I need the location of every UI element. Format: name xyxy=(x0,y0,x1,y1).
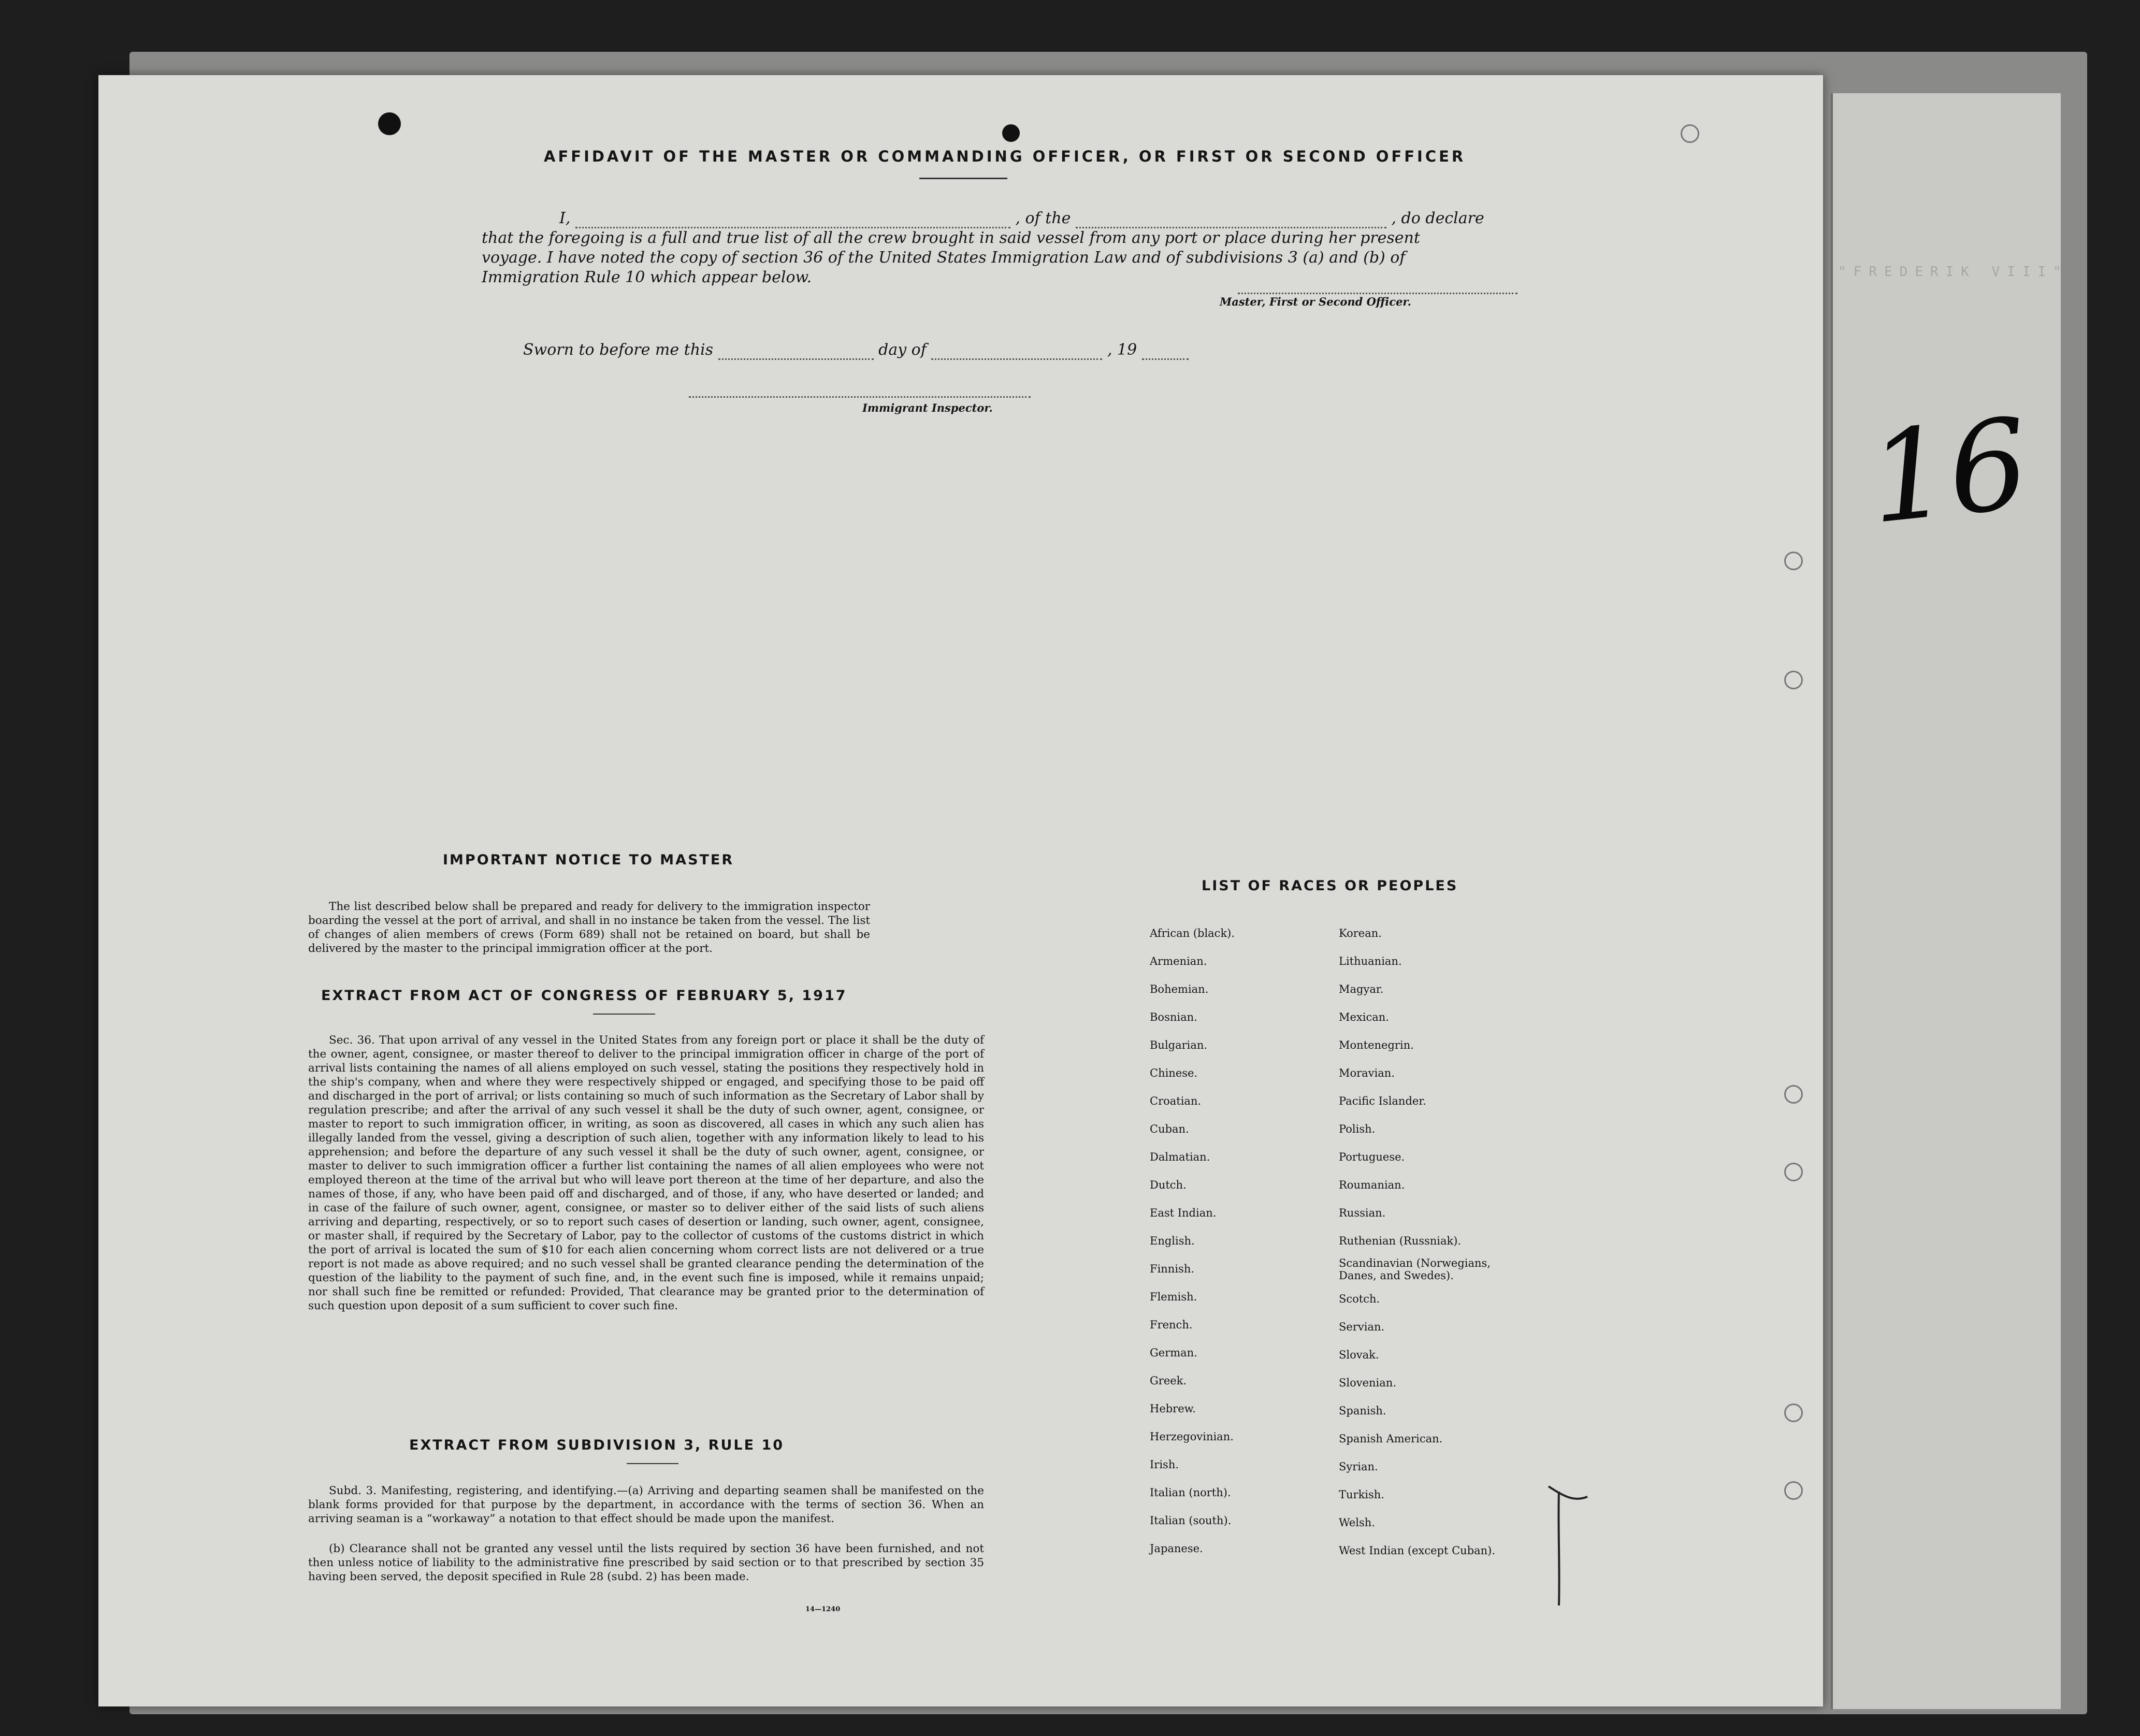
race-item: Magyar. xyxy=(1339,983,1384,995)
race-item: Montenegrin. xyxy=(1339,1039,1414,1051)
race-item: Lithuanian. xyxy=(1339,955,1402,967)
race-item: Bosnian. xyxy=(1150,1011,1197,1023)
act-title-rule xyxy=(593,1014,655,1015)
race-item: Turkish. xyxy=(1339,1488,1384,1501)
race-item: Korean. xyxy=(1339,927,1382,939)
notice-text: The list described below shall be prepared and ready for delivery to the immigration inspector boarding the vessel at the port of arrival, and shall in no instance be taken from the vessel. The list of changes of alien members of crews (Form 689) shall not be retained on board, but shall be delivered by the master to the principal immigration officer at the port. xyxy=(308,900,871,955)
do-declare-label: , do declare xyxy=(1391,209,1484,227)
race-item: Slovak. xyxy=(1339,1349,1379,1361)
manifest-sheet xyxy=(98,75,1823,1706)
race-item: Dalmatian. xyxy=(1150,1151,1210,1163)
underlying-page-strip xyxy=(1831,93,2069,1709)
race-item: West Indian (except Cuban). xyxy=(1339,1544,1496,1557)
declaration-line-2: voyage. I have noted the copy of section 36 of the United States Immigration Law and of subdivisions 3 (a) and (b) of xyxy=(482,249,1406,267)
sworn-line xyxy=(523,340,1189,360)
race-item: Greek. xyxy=(1150,1375,1187,1387)
race-item: Chinese. xyxy=(1150,1067,1198,1079)
race-item: Moravian. xyxy=(1339,1067,1395,1079)
race-item: Ruthenian (Russniak). xyxy=(1339,1235,1462,1247)
race-item: Roumanian. xyxy=(1339,1179,1405,1191)
race-item: Slovenian. xyxy=(1339,1377,1396,1389)
race-item: Irish. xyxy=(1150,1458,1179,1471)
vessel-blank xyxy=(1076,211,1386,228)
rule-extract-title: EXTRACT FROM SUBDIVISION 3, RULE 10 xyxy=(409,1437,785,1453)
race-item: Croatian. xyxy=(1150,1095,1202,1107)
form-code: 14—1240 xyxy=(805,1605,841,1613)
race-item: Herzegovinian. xyxy=(1150,1430,1234,1443)
signature-caption: Master, First or Second Officer. xyxy=(1220,295,1411,308)
ring-hole xyxy=(1784,1481,1803,1500)
inspector-caption: Immigrant Inspector. xyxy=(862,401,993,414)
race-item: Bulgarian. xyxy=(1150,1039,1208,1051)
race-item: Syrian. xyxy=(1339,1460,1378,1473)
day-of-label: day of xyxy=(878,341,927,359)
race-item: Spanish. xyxy=(1339,1405,1386,1417)
i-label: I, xyxy=(559,209,571,227)
sworn-day-blank xyxy=(718,343,874,360)
race-item: Russian. xyxy=(1339,1207,1386,1219)
race-item: Scandinavian (Norwegians, Danes, and Swedes). xyxy=(1339,1257,1491,1282)
race-item: Hebrew. xyxy=(1150,1402,1196,1415)
race-item: Mexican. xyxy=(1339,1011,1389,1023)
race-item: Italian (south). xyxy=(1150,1514,1232,1527)
title-rule xyxy=(919,178,1007,179)
race-item: Pacific Islander. xyxy=(1339,1095,1426,1107)
race-item: African (black). xyxy=(1150,927,1235,939)
pen-scribble-mark xyxy=(1543,1481,1606,1616)
sworn-year-blank xyxy=(1142,343,1189,360)
ring-hole xyxy=(1784,1163,1803,1181)
race-item: Bohemian. xyxy=(1150,983,1209,995)
of-the-label: , of the xyxy=(1015,209,1071,227)
races-title: LIST OF RACES OR PEOPLES xyxy=(1202,878,1458,894)
rule-title-rule xyxy=(627,1463,678,1464)
notice-title: IMPORTANT NOTICE TO MASTER xyxy=(443,852,734,868)
declaration-line-3: Immigration Rule 10 which appear below. xyxy=(482,268,812,286)
ring-hole xyxy=(1784,552,1803,570)
affidavit-title: AFFIDAVIT OF THE MASTER OR COMMANDING OFFICER, OR FIRST OR SECOND OFFICER xyxy=(544,148,1466,165)
race-item: Cuban. xyxy=(1150,1123,1189,1135)
race-item: Welsh. xyxy=(1339,1516,1375,1529)
race-item: Scotch. xyxy=(1339,1293,1380,1305)
act-extract-text: Sec. 36. That upon arrival of any vessel in the United States from any foreign port or place it shall be the duty of the owner, agent, consignee, or master thereof to deliver to the principal immigration officer in charge of the port of arrival lists containing the names of all aliens employed on such vessel, stating the positions they respectively hold in the ship's company, when and where they were respectively shipped or engaged, and specifying those to be paid off and discharged in the port of arrival; or lists containing so much of such information as the Secretary of Labor shall by regulation prescribe; and after the arrival of any such vessel it shall be the duty of such owner, agent, consignee, or master to report to such immigration officer, in writing, as soon as discovered, all cases in which any such alien has illegally landed from the vessel, giving a description of such alien, together with any information likely to lead to his apprehension; and before the departure of any such vessel it shall be the duty of such owner, agent, consignee, or master to deliver to such immigration officer a further list containing the names of all alien employees who were not employed thereon at the time of the arrival but who will leave port thereon at the time of her departure, and also the names of those, if any, who have been paid off and discharged, and of those, if any, who have deserted or landed; and in case of the failure of such owner, agent, consignee, or master so to deliver either of the said lists of such aliens arriving and departing, respectively, or so to report such cases of desertion or landing, such owner, agent, consignee, or master shall, if required by the Secretary of Labor, pay to the collector of customs of the customs district in which the port of arrival is located the sum of $10 for each alien concerning whom correct lists are not delivered or a true report is not made as above required; and no such vessel shall be granted clearance pending the determination of the question of the liability to the payment of such fine, and, in the event such fine is imposed, while it remains unpaid; nor shall such fine be remitted or refunded: Provided, That clearance may be granted prior to the determination of such question upon deposit of a sum sufficient to cover such fine. xyxy=(308,1034,984,1312)
race-item: Polish. xyxy=(1339,1123,1376,1135)
rule-extract-text-a: Subd. 3. Manifesting, registering, and identifying.—(a) Arriving and departing seamen shall be manifested on the blank forms provided for that purpose by the department, in accordance with the terms of section 36. When an arriving seaman is a “workaway” a notation to that effect should be made upon the manifest. xyxy=(308,1484,984,1525)
race-item: Armenian. xyxy=(1150,955,1207,967)
year-label: , 19 xyxy=(1107,341,1137,359)
punch-hole xyxy=(1002,124,1020,142)
punch-hole xyxy=(378,112,401,135)
race-item: Italian (north). xyxy=(1150,1486,1231,1499)
race-item: Portuguese. xyxy=(1339,1151,1405,1163)
name-blank xyxy=(575,211,1010,228)
race-item: Flemish. xyxy=(1150,1291,1197,1303)
sworn-label: Sworn to before me this xyxy=(523,341,714,359)
race-item: French. xyxy=(1150,1319,1193,1331)
race-item: Japanese. xyxy=(1150,1542,1203,1555)
signature-line xyxy=(1238,293,1517,294)
act-extract-title: EXTRACT FROM ACT OF CONGRESS OF FEBRUARY 5, 1917 xyxy=(321,988,847,1004)
race-item: Dutch. xyxy=(1150,1179,1187,1191)
races-right-column xyxy=(1339,919,1525,1565)
race-item: Servian. xyxy=(1339,1321,1385,1333)
declaration-first-line xyxy=(523,209,1484,228)
handwritten-number: 16 xyxy=(1862,390,2035,552)
ring-hole xyxy=(1784,1085,1803,1104)
ring-hole xyxy=(1784,671,1803,689)
ring-hole xyxy=(1681,124,1699,143)
race-item: German. xyxy=(1150,1347,1197,1359)
ghost-vessel-name: "FREDERIK VIII" xyxy=(1838,264,2069,280)
race-item: East Indian. xyxy=(1150,1207,1217,1219)
sworn-month-blank xyxy=(931,343,1102,360)
ring-hole xyxy=(1784,1404,1803,1422)
declaration-line-1: that the foregoing is a full and true list of all the crew brought in said vessel from any port or place during her present xyxy=(482,229,1420,247)
race-item: Finnish. xyxy=(1150,1263,1195,1275)
races-left-column xyxy=(1150,919,1235,1563)
race-item: English. xyxy=(1150,1235,1195,1247)
race-item: Spanish American. xyxy=(1339,1433,1443,1445)
inspector-line xyxy=(689,396,1031,398)
rule-extract-text-b: (b) Clearance shall not be granted any vessel until the lists required by section 36 have been furnished, and not then unless notice of liability to the administrative fine prescribed by said section or to that prescribed by section 35 having been served, the deposit specified in Rule 28 (subd. 2) has been made. xyxy=(308,1542,984,1583)
